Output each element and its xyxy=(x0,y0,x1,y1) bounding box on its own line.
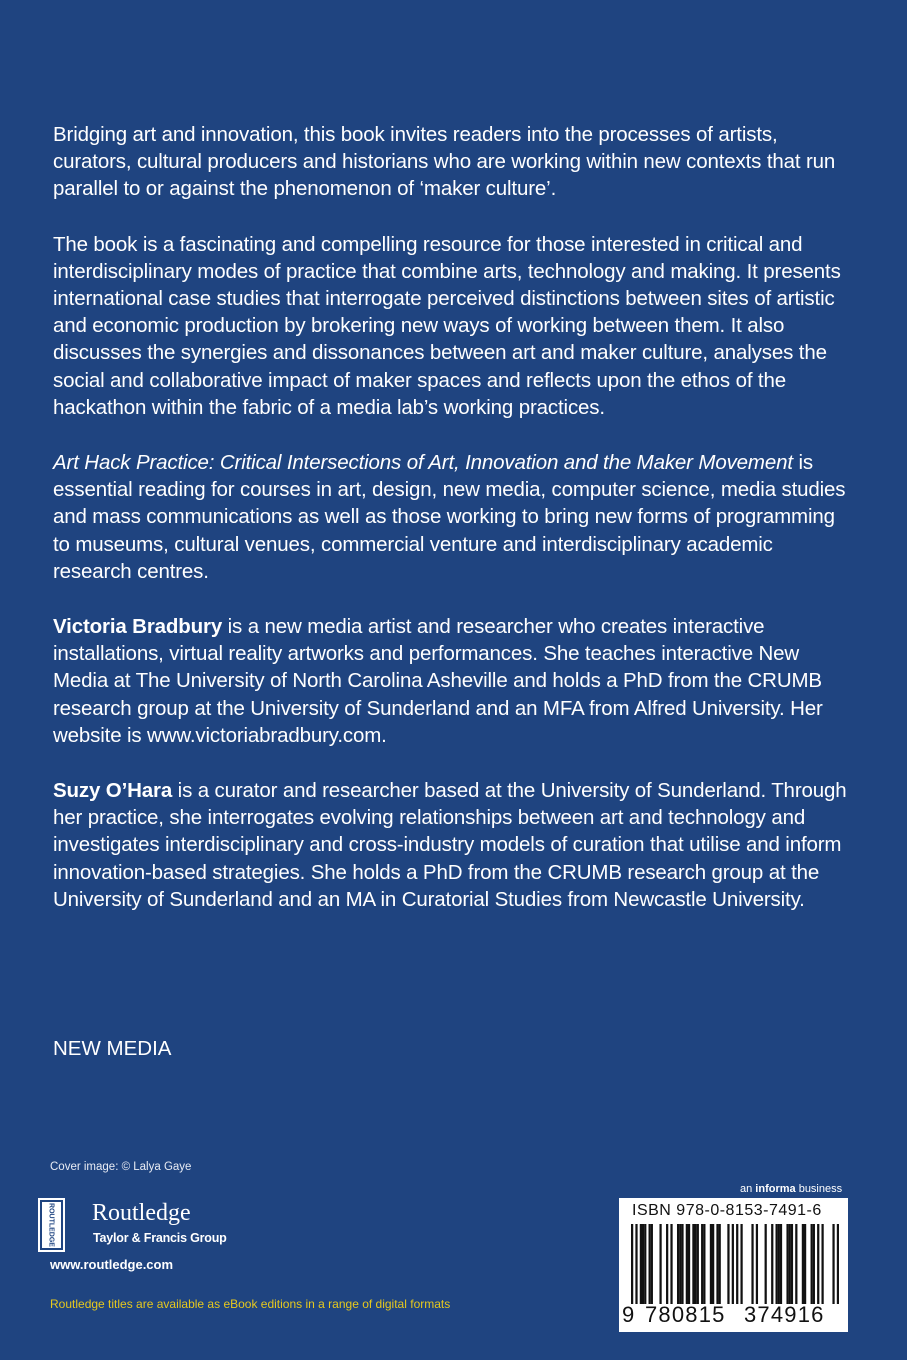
isbn-label: ISBN 978-0-8153-7491-6 xyxy=(632,1202,822,1219)
subject-category: NEW MEDIA xyxy=(53,1037,172,1060)
book-title: Art Hack Practice: Critical Intersections of Art, Innovation and the Maker Movement xyxy=(53,451,793,475)
barcode-bar xyxy=(710,1224,712,1304)
barcode-bar xyxy=(765,1224,767,1304)
barcode-digits xyxy=(619,1302,848,1330)
barcode-bar xyxy=(649,1224,651,1304)
barcode-bar xyxy=(692,1224,694,1304)
author-bio-ohara xyxy=(53,777,853,913)
isbn-barcode xyxy=(619,1198,848,1332)
author-name-ohara: Suzy O’Hara xyxy=(53,779,173,803)
barcode-bar xyxy=(670,1224,672,1304)
barcode-bar xyxy=(732,1224,734,1304)
blurb-paragraph-intro: Bridging art and innovation, this book invites readers into the processes of artists, curators, cultural producers and historians who are working within new contexts that run parallel to or against the phenomenon of ‘maker culture’. xyxy=(53,123,836,201)
author-name-bradbury: Victoria Bradbury xyxy=(53,615,223,639)
barcode-bar xyxy=(651,1224,653,1304)
blurb-paragraph-readership xyxy=(53,449,853,585)
routledge-mark-text: ROUTLEDGE xyxy=(47,1203,55,1247)
informa-brand: informa xyxy=(755,1183,796,1195)
informa-tagline xyxy=(740,1183,842,1196)
barcode-bar xyxy=(813,1224,815,1304)
barcode-bar xyxy=(716,1224,718,1304)
routledge-mark-icon xyxy=(38,1198,65,1252)
readership-text: is essential reading for courses in art, design, new media, computer science, media studies and mass communications as well as those working to bring new forms of programming to museums, cultural venues, commercial venture and interdisciplinary academic research centres. xyxy=(53,451,846,583)
barcode-bar xyxy=(776,1224,778,1304)
informa-prefix: an xyxy=(740,1183,756,1195)
barcode-bar xyxy=(837,1224,839,1304)
barcode-bar xyxy=(821,1224,823,1304)
barcode-bar xyxy=(694,1224,696,1304)
barcode-bar xyxy=(644,1224,646,1304)
barcode-bar xyxy=(727,1224,729,1304)
barcode-bar xyxy=(701,1224,703,1304)
barcode-first-digit: 9 xyxy=(622,1302,635,1327)
ebook-note: Routledge titles are available as eBook editions in a range of digital formats xyxy=(50,1297,451,1311)
barcode-bar xyxy=(791,1224,793,1304)
barcode-bar xyxy=(740,1224,742,1304)
author-bio-text-ohara: is a curator and researcher based at the University of Sunderland. Through her practice, she interrogates evolving relationships between art and technology and investigates interdisciplinary and cross-industry models of curation that utilise and inform innovation-based strategies. She holds a PhD from the CRUMB research group at the University of Sunderland and an MA in Curatorial Studies from Newcastle University. xyxy=(53,779,847,911)
author-bio-text-bradbury: is a new media artist and researcher who creates interactive installations, virtual reality artworks and performances. She teaches interactive New Media at The University of North Carolina Asheville and holds a PhD from the CRUMB research group at the University of Sunderland and an MFA from Alfred University. Her website is www.victoriabradbury.com. xyxy=(53,615,823,747)
barcode-bar xyxy=(778,1224,780,1304)
barcode-bar xyxy=(789,1224,791,1304)
barcode-bar xyxy=(795,1224,797,1304)
barcode-bar xyxy=(681,1224,683,1304)
publisher-name: Routledge xyxy=(92,1200,191,1226)
barcode-bar xyxy=(756,1224,758,1304)
barcode-bar xyxy=(688,1224,690,1304)
barcode-bar xyxy=(786,1224,788,1304)
barcode-bar xyxy=(771,1224,773,1304)
blurb-paragraph-description: The book is a fascinating and compelling resource for those interested in critical and interdisciplinary modes of practice that combine arts, technology and making. It presents international case studies that interrogate perceived distinctions between sites of artistic and economic production by brokering new ways of working between them. It also discusses the synergies and dissonances between art and maker culture, analyses the social and collaborative impact of maker spaces and reflects upon the ethos of the hackathon within the fabric of a media lab’s working practices. xyxy=(53,232,841,419)
barcode-right-digits: 374916 xyxy=(744,1302,825,1327)
barcode-bar xyxy=(631,1224,633,1304)
author-bio-bradbury xyxy=(53,613,853,749)
barcode-bar xyxy=(712,1224,714,1304)
barcode-bar xyxy=(677,1224,679,1304)
informa-suffix: business xyxy=(795,1183,843,1195)
barcode-bars xyxy=(631,1224,839,1304)
barcode-bar xyxy=(832,1224,834,1304)
barcode-bar xyxy=(802,1224,804,1304)
barcode-left-digits: 780815 xyxy=(645,1302,726,1327)
cover-image-credit: Cover image: © Lalya Gaye xyxy=(50,1161,192,1173)
blurb xyxy=(53,121,853,941)
barcode-bar xyxy=(751,1224,753,1304)
barcode-bar xyxy=(780,1224,782,1304)
barcode-bar xyxy=(736,1224,738,1304)
barcode-bar xyxy=(642,1224,644,1304)
publisher-website[interactable]: www.routledge.com xyxy=(50,1257,174,1272)
barcode-bar xyxy=(635,1224,637,1304)
publisher-group: Taylor & Francis Group xyxy=(93,1231,227,1245)
routledge-logo xyxy=(38,1196,268,1256)
barcode-bar xyxy=(719,1224,721,1304)
barcode-bar xyxy=(666,1224,668,1304)
barcode-bar xyxy=(697,1224,699,1304)
barcode-bar xyxy=(703,1224,705,1304)
barcode-bar xyxy=(804,1224,806,1304)
barcode-bar xyxy=(640,1224,642,1304)
barcode-bar xyxy=(659,1224,661,1304)
barcode-bar xyxy=(811,1224,813,1304)
barcode-bar xyxy=(686,1224,688,1304)
barcode-bar xyxy=(679,1224,681,1304)
barcode-bar xyxy=(817,1224,819,1304)
